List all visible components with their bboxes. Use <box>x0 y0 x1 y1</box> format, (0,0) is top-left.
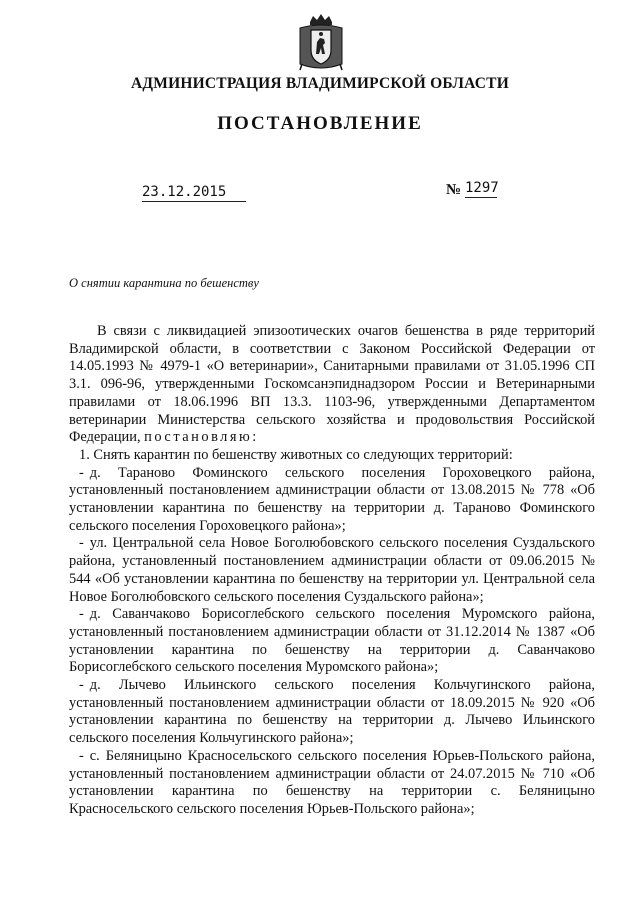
list-item: - с. Беляницыно Красносельского сельского поселения Юрьев-Польского района, установленный постановлением администрации области от 24.07.2015 № 710 «Об установлении карантина по бешенству на территории с. Беляницыно Красносельского сельского поселения Юрьев-Польского района»; <box>69 747 595 817</box>
preamble-paragraph <box>69 323 595 447</box>
document-body <box>69 323 595 819</box>
list-item: - д. Тараново Фоминского сельского поселения Гороховецкого района, установленный постановлением администрации области от 13.08.2015 № 778 «Об установлении карантина по бешенству на территории д. Тараново Фоминского сельского поселения Гороховецкого района»; <box>69 464 595 534</box>
list-item: - ул. Центральной села Новое Боголюбовского сельского поселения Суздальского района, установленный постановлением администрации области от 09.06.2015 № 544 «Об установлении карантина по бешенству на территории ул. Центральной села Новое Боголюбовского сельского поселения Суздальского района»; <box>69 535 595 605</box>
resolve-word: постановляю: <box>144 429 259 446</box>
document-number: 1297 <box>465 180 499 196</box>
list-item-text: ул. Центральной села Новое Боголюбовского сельского поселения Суздальского района, установленный постановлением администрации области от 09.06.2015 № 544 «Об установлении карантина по бешенству на территории ул. Центральной села Новое Боголюбовского сельского поселения Суздальского района»; <box>69 535 595 605</box>
document-type: ПОСТАНОВЛЕНИЕ <box>217 113 423 134</box>
list-item-text: с. Беляницыно Красносельского сельского поселения Юрьев-Польского района, установленный постановлением администрации области от 24.07.2015 № 710 «Об установлении карантина по бешенству на территории с. Беляницыно Красносельского сельского поселения Юрьев-Польского района»; <box>69 747 595 817</box>
list-item: - д. Лычево Ильинского сельского поселения Кольчугинского района, установленный постановлением администрации области от 18.09.2015 № 920 «Об установлении карантина по бешенству на территории д. Лычево Ильинского сельского поселения Кольчугинского района»; <box>69 677 595 747</box>
number-label: № <box>446 182 462 198</box>
document-date: 23.12.2015 <box>142 184 246 202</box>
point-1: 1. Снять карантин по бешенству животных со следующих территорий: <box>79 446 513 463</box>
list-item-text: д. Лычево Ильинского сельского поселения Кольчугинского района, установленный постановлением администрации области от 18.09.2015 № 920 «Об установлении карантина по бешенству на территории д. Лычево Ильинского сельского поселения Кольчугинского района»; <box>69 677 595 747</box>
document-subject: О снятии карантина по бешенству <box>69 276 259 290</box>
preamble-text: В связи с ликвидацией эпизоотических очагов бешенства в ряде территорий Владимирской области, в соответствии с Законом Российской Федерации от 14.05.1993 № 4979-1 «О ветеринарии», Санитарными правилами от 31.05.1996 СП 3.1. 096-96, утвержденными Госкомсанэпиднадзором России и Ветеринарными правилами от 18.06.1996 ВП 13.3. 1103-96, утвержденными Департаментом ветеринарии Министерства сельского хозяйства и продовольствия Российской Федерации, <box>69 323 595 446</box>
coat-of-arms-icon <box>296 12 346 72</box>
list-item: - д. Саванчаково Борисоглебского сельского поселения Муромского района, установленный постановлением администрации области от 31.12.2014 № 1387 «Об установлении карантина по бешенству на территории д. Саванчаково Борисоглебского сельского поселения Муромского района»; <box>69 606 595 676</box>
list-item-text: д. Тараново Фоминского сельского поселения Гороховецкого района, установленный постановлением администрации области от 13.08.2015 № 778 «Об установлении карантина по бешенству на территории д. Тараново Фоминского сельского поселения Гороховецкого района»; <box>69 464 595 534</box>
list-item-text: д. Саванчаково Борисоглебского сельского поселения Муромского района, установленный постановлением администрации области от 31.12.2014 № 1387 «Об установлении карантина по бешенству на территории д. Саванчаково Борисоглебского сельского поселения Муромского района»; <box>69 606 595 676</box>
organization-title: АДМИНИСТРАЦИЯ ВЛАДИМИРСКОЙ ОБЛАСТИ <box>131 75 509 92</box>
